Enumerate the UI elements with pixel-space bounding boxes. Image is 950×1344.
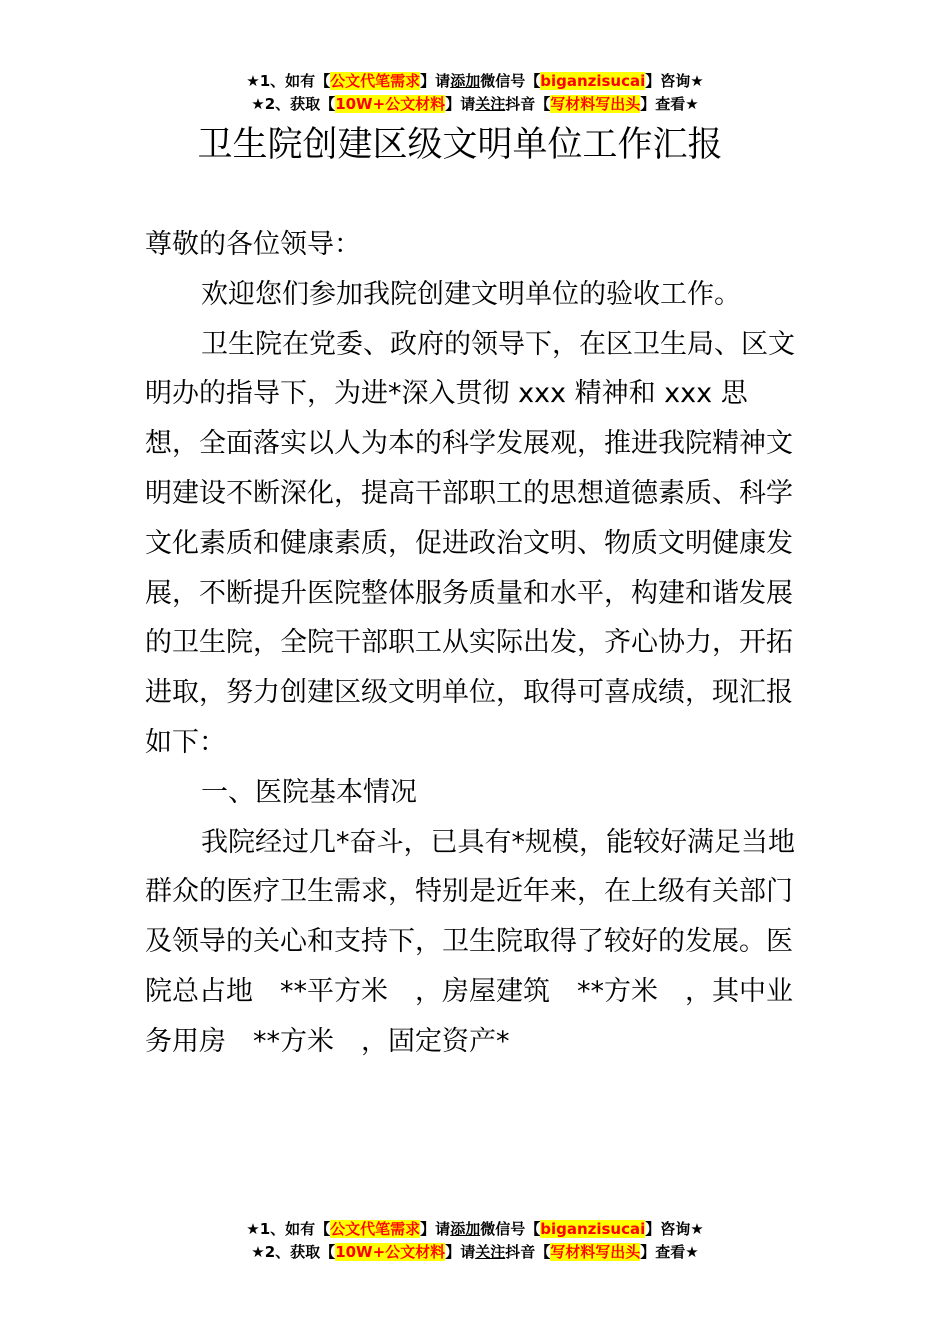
promo-underlined: 添加 (450, 72, 481, 90)
promo-text: ★2、获取【 (251, 95, 336, 113)
promo-text: ★1、如有【 (246, 1220, 331, 1238)
promo-highlight: 10W+公文材料 (335, 1243, 446, 1261)
promo-text: 微信号【 (480, 72, 541, 90)
promo-underlined: 关注 (475, 95, 506, 113)
promo-text: 】请 (420, 1220, 451, 1238)
section-heading: 一、医院基本情况 (201, 776, 417, 808)
salutation: 尊敬的各位领导： (145, 229, 361, 260)
promo-highlight: biganzisucai (540, 72, 646, 90)
promo-line-1 (0, 1218, 950, 1241)
promo-line-1 (0, 70, 950, 93)
promo-highlight: 写材料写出头 (550, 1243, 641, 1261)
document-title: 卫生院创建区级文明单位工作汇报 (197, 125, 723, 165)
paragraph-intro: 卫生院在党委、政府的领导下，在区卫生局、区文明办的指导下，为进*深入贯彻 xxx 精神和 xxx 思想，全面落实以人为本的科学发展观，推进我院精神文明建设不断深化，提高干部职工的思想道德素质、科学文化素质和健康素质，促进政治文明、物质文明健康发展，不断提升医院整体服务质量和水平，构建和谐发展的卫生院，全院干部职工从实际出发，齐心协力，开拓进取，努力创建区级文明单位，取得可喜成绩，现汇报如下： (145, 328, 795, 758)
promo-text: ★1、如有【 (246, 72, 331, 90)
paragraph-welcome: 欢迎您们参加我院创建文明单位的验收工作。 (201, 278, 741, 310)
promo-text: 抖音【 (505, 1243, 551, 1261)
promo-text: 微信号【 (480, 1220, 541, 1238)
promo-banner-top (0, 70, 950, 116)
promo-highlight: 公文代笔需求 (330, 72, 421, 90)
promo-text: 】查看★ (640, 95, 699, 113)
paragraph-basic-info: 我院经过几*奋斗，已具有*规模，能较好满足当地群众的医疗卫生需求，特别是近年来，在上级有关部门及领导的关心和支持下，卫生院取得了较好的发展。医院总占地 **平方米 ，房屋建筑 **方米 ，其中业务用房 **方米 ，固定资产* (145, 826, 795, 1057)
promo-highlight: 写材料写出头 (550, 95, 641, 113)
promo-text: 抖音【 (505, 95, 551, 113)
promo-highlight: 公文代笔需求 (330, 1220, 421, 1238)
promo-text: 】请 (445, 95, 476, 113)
promo-text: 】请 (420, 72, 451, 90)
promo-text: 】查看★ (640, 1243, 699, 1261)
promo-text: 】咨询★ (645, 72, 704, 90)
promo-underlined: 关注 (475, 1243, 506, 1261)
promo-line-2 (0, 1241, 950, 1264)
promo-text: 】咨询★ (645, 1220, 704, 1238)
promo-text: 】请 (445, 1243, 476, 1261)
promo-banner-bottom (0, 1218, 950, 1264)
promo-highlight: 10W+公文材料 (335, 95, 446, 113)
promo-line-2 (0, 93, 950, 116)
promo-highlight: biganzisucai (540, 1220, 646, 1238)
promo-text: ★2、获取【 (251, 1243, 336, 1261)
promo-underlined: 添加 (450, 1220, 481, 1238)
document-body (145, 220, 795, 1067)
